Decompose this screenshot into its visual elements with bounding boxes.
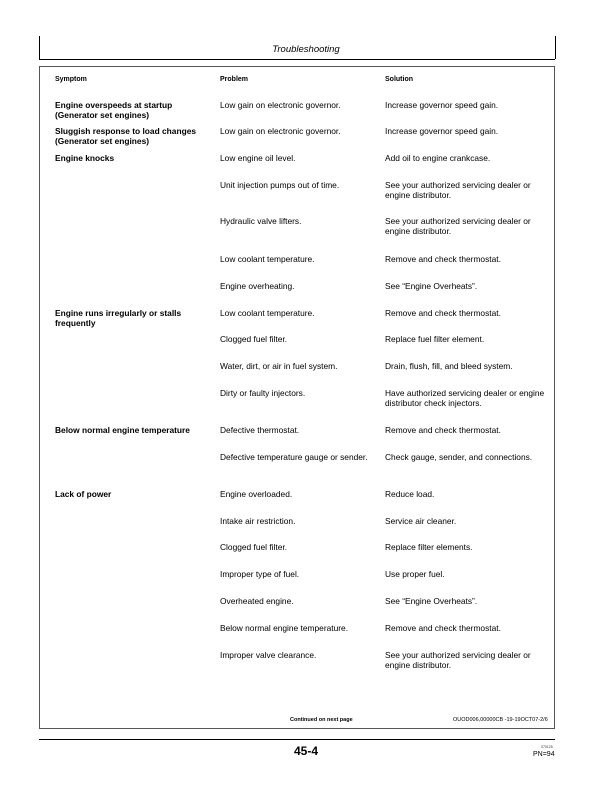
problem-cell: Low engine oil level. [220,153,296,163]
problem-cell: Water, dirt, or air in fuel system. [220,361,338,371]
column-header-symptom: Symptom [55,76,87,83]
solution-cell: Replace fuel filter element. [385,334,485,344]
solution-cell: Add oil to engine crankcase. [385,153,491,163]
document-code: OUOD006,00000CB -19-19OCT07-2/6 [453,717,548,723]
continued-note: Continued on next page [290,717,353,723]
problem-cell: Overheated engine. [220,596,294,606]
solution-cell: Replace filter elements. [385,542,473,552]
symptom-cell: Engine overspeeds at startup (Generator set engines) [55,100,173,120]
solution-cell: Remove and check thermostat. [385,254,501,264]
header-rule [39,59,555,60]
column-header-solution: Solution [385,76,413,83]
symptom-cell: Below normal engine temperature [55,425,190,435]
solution-cell: See “Engine Overheats”. [385,596,478,606]
symptom-cell: Lack of power [55,489,112,499]
problem-cell: Dirty or faulty injectors. [220,388,306,398]
solution-cell: See your authorized servicing dealer or engine distributor. [385,180,531,200]
page-number: 45-4 [293,744,319,758]
footer-small-code: 070125 [541,745,553,749]
problem-cell: Intake air restriction. [220,516,296,526]
solution-cell: Drain, flush, fill, and bleed system. [385,361,513,371]
solution-cell: Increase governor speed gain. [385,126,499,136]
problem-cell: Defective temperature gauge or sender. [220,452,368,462]
problem-cell: Improper type of fuel. [220,569,300,579]
pn-label: PN=94 [533,751,555,758]
column-header-problem: Problem [220,76,249,83]
symptom-cell: Engine knocks [55,153,115,163]
solution-cell: Service air cleaner. [385,516,457,526]
solution-cell: Remove and check thermostat. [385,623,501,633]
solution-cell: See “Engine Overheats”. [385,281,478,291]
problem-cell: Clogged fuel filter. [220,542,288,552]
section-title: Troubleshooting [272,44,340,55]
solution-cell: Check gauge, sender, and connections. [385,452,533,462]
problem-cell: Clogged fuel filter. [220,334,288,344]
symptom-cell: Sluggish response to load changes (Generator set engines) [55,126,197,146]
solution-cell: Remove and check thermostat. [385,425,501,435]
problem-cell: Low coolant temperature. [220,308,315,318]
solution-cell: Remove and check thermostat. [385,308,501,318]
solution-cell: Reduce load. [385,489,435,499]
problem-cell: Engine overheating. [220,281,295,291]
problem-cell: Low gain on electronic governor. [220,126,341,136]
solution-cell: See your authorized servicing dealer or engine distributor. [385,216,531,236]
problem-cell: Engine overloaded. [220,489,293,499]
problem-cell: Low coolant temperature. [220,254,315,264]
solution-cell: See your authorized servicing dealer or engine distributor. [385,650,531,670]
solution-cell: Increase governor speed gain. [385,100,499,110]
symptom-cell: Engine runs irregularly or stalls frequently [55,308,182,328]
solution-cell: Have authorized servicing dealer or engine distributor check injectors. [385,388,545,408]
solution-cell: Use proper fuel. [385,569,445,579]
footer-rule [39,739,555,740]
problem-cell: Improper valve clearance. [220,650,317,660]
problem-cell: Hydraulic valve lifters. [220,216,302,226]
problem-cell: Below normal engine temperature. [220,623,349,633]
problem-cell: Defective thermostat. [220,425,300,435]
problem-cell: Unit injection pumps out of time. [220,180,340,190]
problem-cell: Low gain on electronic governor. [220,100,341,110]
